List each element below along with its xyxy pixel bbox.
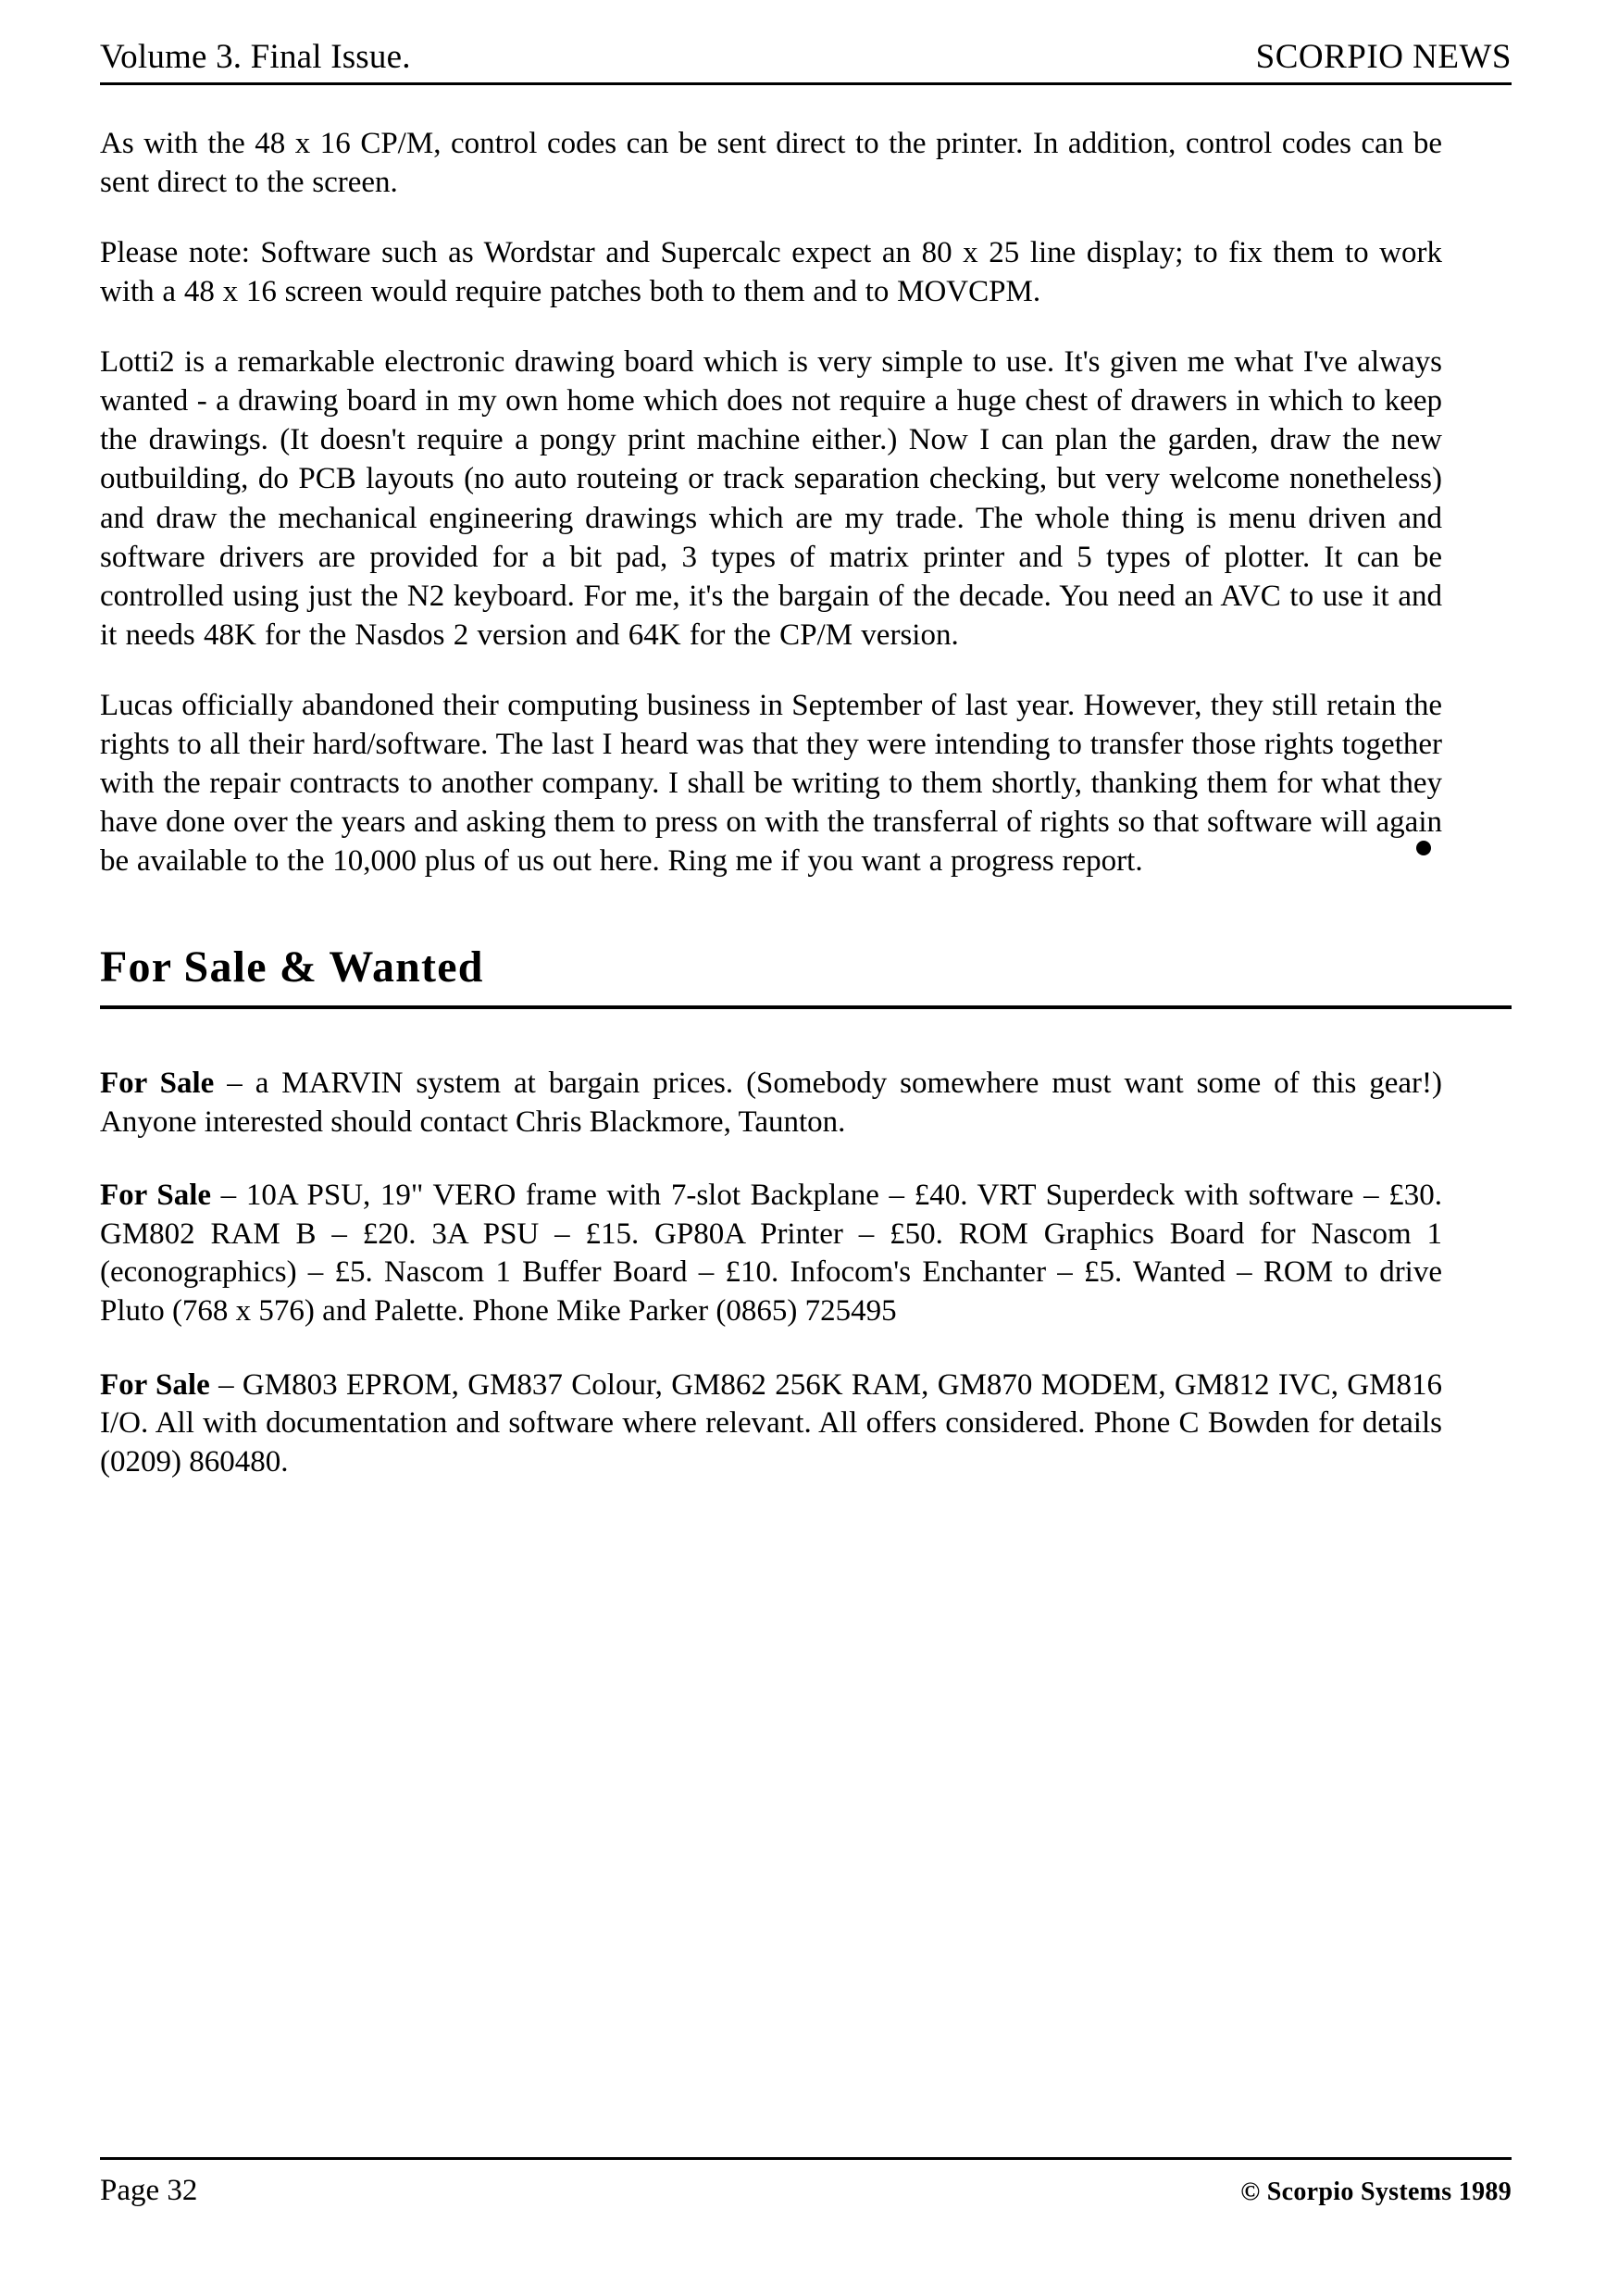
copyright-notice: © Scorpio Systems 1989 bbox=[1240, 2177, 1512, 2206]
body-paragraph-4-row bbox=[100, 686, 1442, 880]
page-content bbox=[100, 37, 1525, 1516]
page-header bbox=[100, 37, 1512, 85]
section-divider bbox=[100, 1005, 1512, 1009]
page-footer bbox=[100, 2174, 1512, 2208]
volume-label: Volume 3. Final Issue. bbox=[100, 38, 411, 76]
publication-title: SCORPIO NEWS bbox=[1255, 38, 1512, 76]
ad-item-3 bbox=[100, 1366, 1442, 1482]
body-paragraph-4: Lucas officially abandoned their computing business in September of last year. However, they still retain the rights to all their hard/software. The last I heard was that they were intending to transfer those rights together with the repair contracts to another company. I shall be writing to them shortly, thanking them for what they have done over the years and asking them to press on with the transferral of rights so that software will again be available to the 10,000 plus of us out here. Ring me if you want a progress report. bbox=[100, 688, 1442, 878]
footer-divider bbox=[100, 2157, 1512, 2160]
ad-text-2: – 10A PSU, 19" VERO frame with 7-slot Backplane – £40. VRT Superdeck with software – £30. GM802 RAM B – £20. 3A PSU – £15. GP80A Printer – £50. ROM Graphics Board for Nascom 1 (econographics) – £5. Nascom 1 Buffer Board – £10. Infocom's Enchanter – £5. Wanted – ROM to drive Pluto (768 x 576) and Palette. Phone Mike Parker (0865) 725495 bbox=[100, 1179, 1442, 1328]
section-header bbox=[100, 942, 1512, 1009]
section-title: For Sale & Wanted bbox=[100, 942, 484, 992]
ad-text-1: – a MARVIN system at bargain prices. (Somebody somewhere must want some of this gear!) Anyone interested should contact Chris Blackmore, Taunton. bbox=[100, 1067, 1442, 1139]
ad-item-2 bbox=[100, 1177, 1442, 1330]
body-paragraph-3: Lotti2 is a remarkable electronic drawing board which is very simple to use. It's given me what I've always wanted - a drawing board in my own home which does not require a huge chest of drawers in which to keep the drawings. (It doesn't require a pongy print machine either.) Now I can plan the garden, draw the new outbuilding, do PCB layouts (no auto routeing or track separation checking, but very welcome nonetheless) and draw the mechanical engineering drawings which are my trade. The whole thing is menu driven and software drivers are provided for a bit pad, 3 types of matrix printer and 5 types of plotter. It can be controlled using just the N2 keyboard. For me, it's the bargain of the decade. You need an AVC to use it and it needs 48K for the Nasdos 2 version and 64K for the CP/M version. bbox=[100, 345, 1442, 652]
classified-ads-list bbox=[100, 1065, 1442, 1481]
page-number: Page 32 bbox=[100, 2174, 198, 2207]
ad-item-1 bbox=[100, 1065, 1442, 1142]
ad-text-3: – GM803 EPROM, GM837 Colour, GM862 256K RAM, GM870 MODEM, GM812 IVC, GM816 I/O. All with documentation and software where relevant. All offers considered. Phone C Bowden for details (0209) 860480. bbox=[100, 1367, 1442, 1479]
ad-lead-2: For Sale bbox=[100, 1179, 212, 1213]
body-paragraph-1: As with the 48 x 16 CP/M, control codes can be sent direct to the printer. In addition, control codes can be sent direct to the screen. bbox=[100, 127, 1442, 200]
ad-lead-3: For Sale bbox=[100, 1367, 210, 1402]
body-paragraph-2: Please note: Software such as Wordstar and Supercalc expect an 80 x 25 line display; to fix them to work with a 48 x 16 screen would require patches both to them and to MOVCPM. bbox=[100, 236, 1442, 309]
ad-lead-1: For Sale bbox=[100, 1067, 215, 1101]
end-bullet-icon bbox=[1416, 841, 1431, 855]
article-body bbox=[100, 124, 1442, 878]
